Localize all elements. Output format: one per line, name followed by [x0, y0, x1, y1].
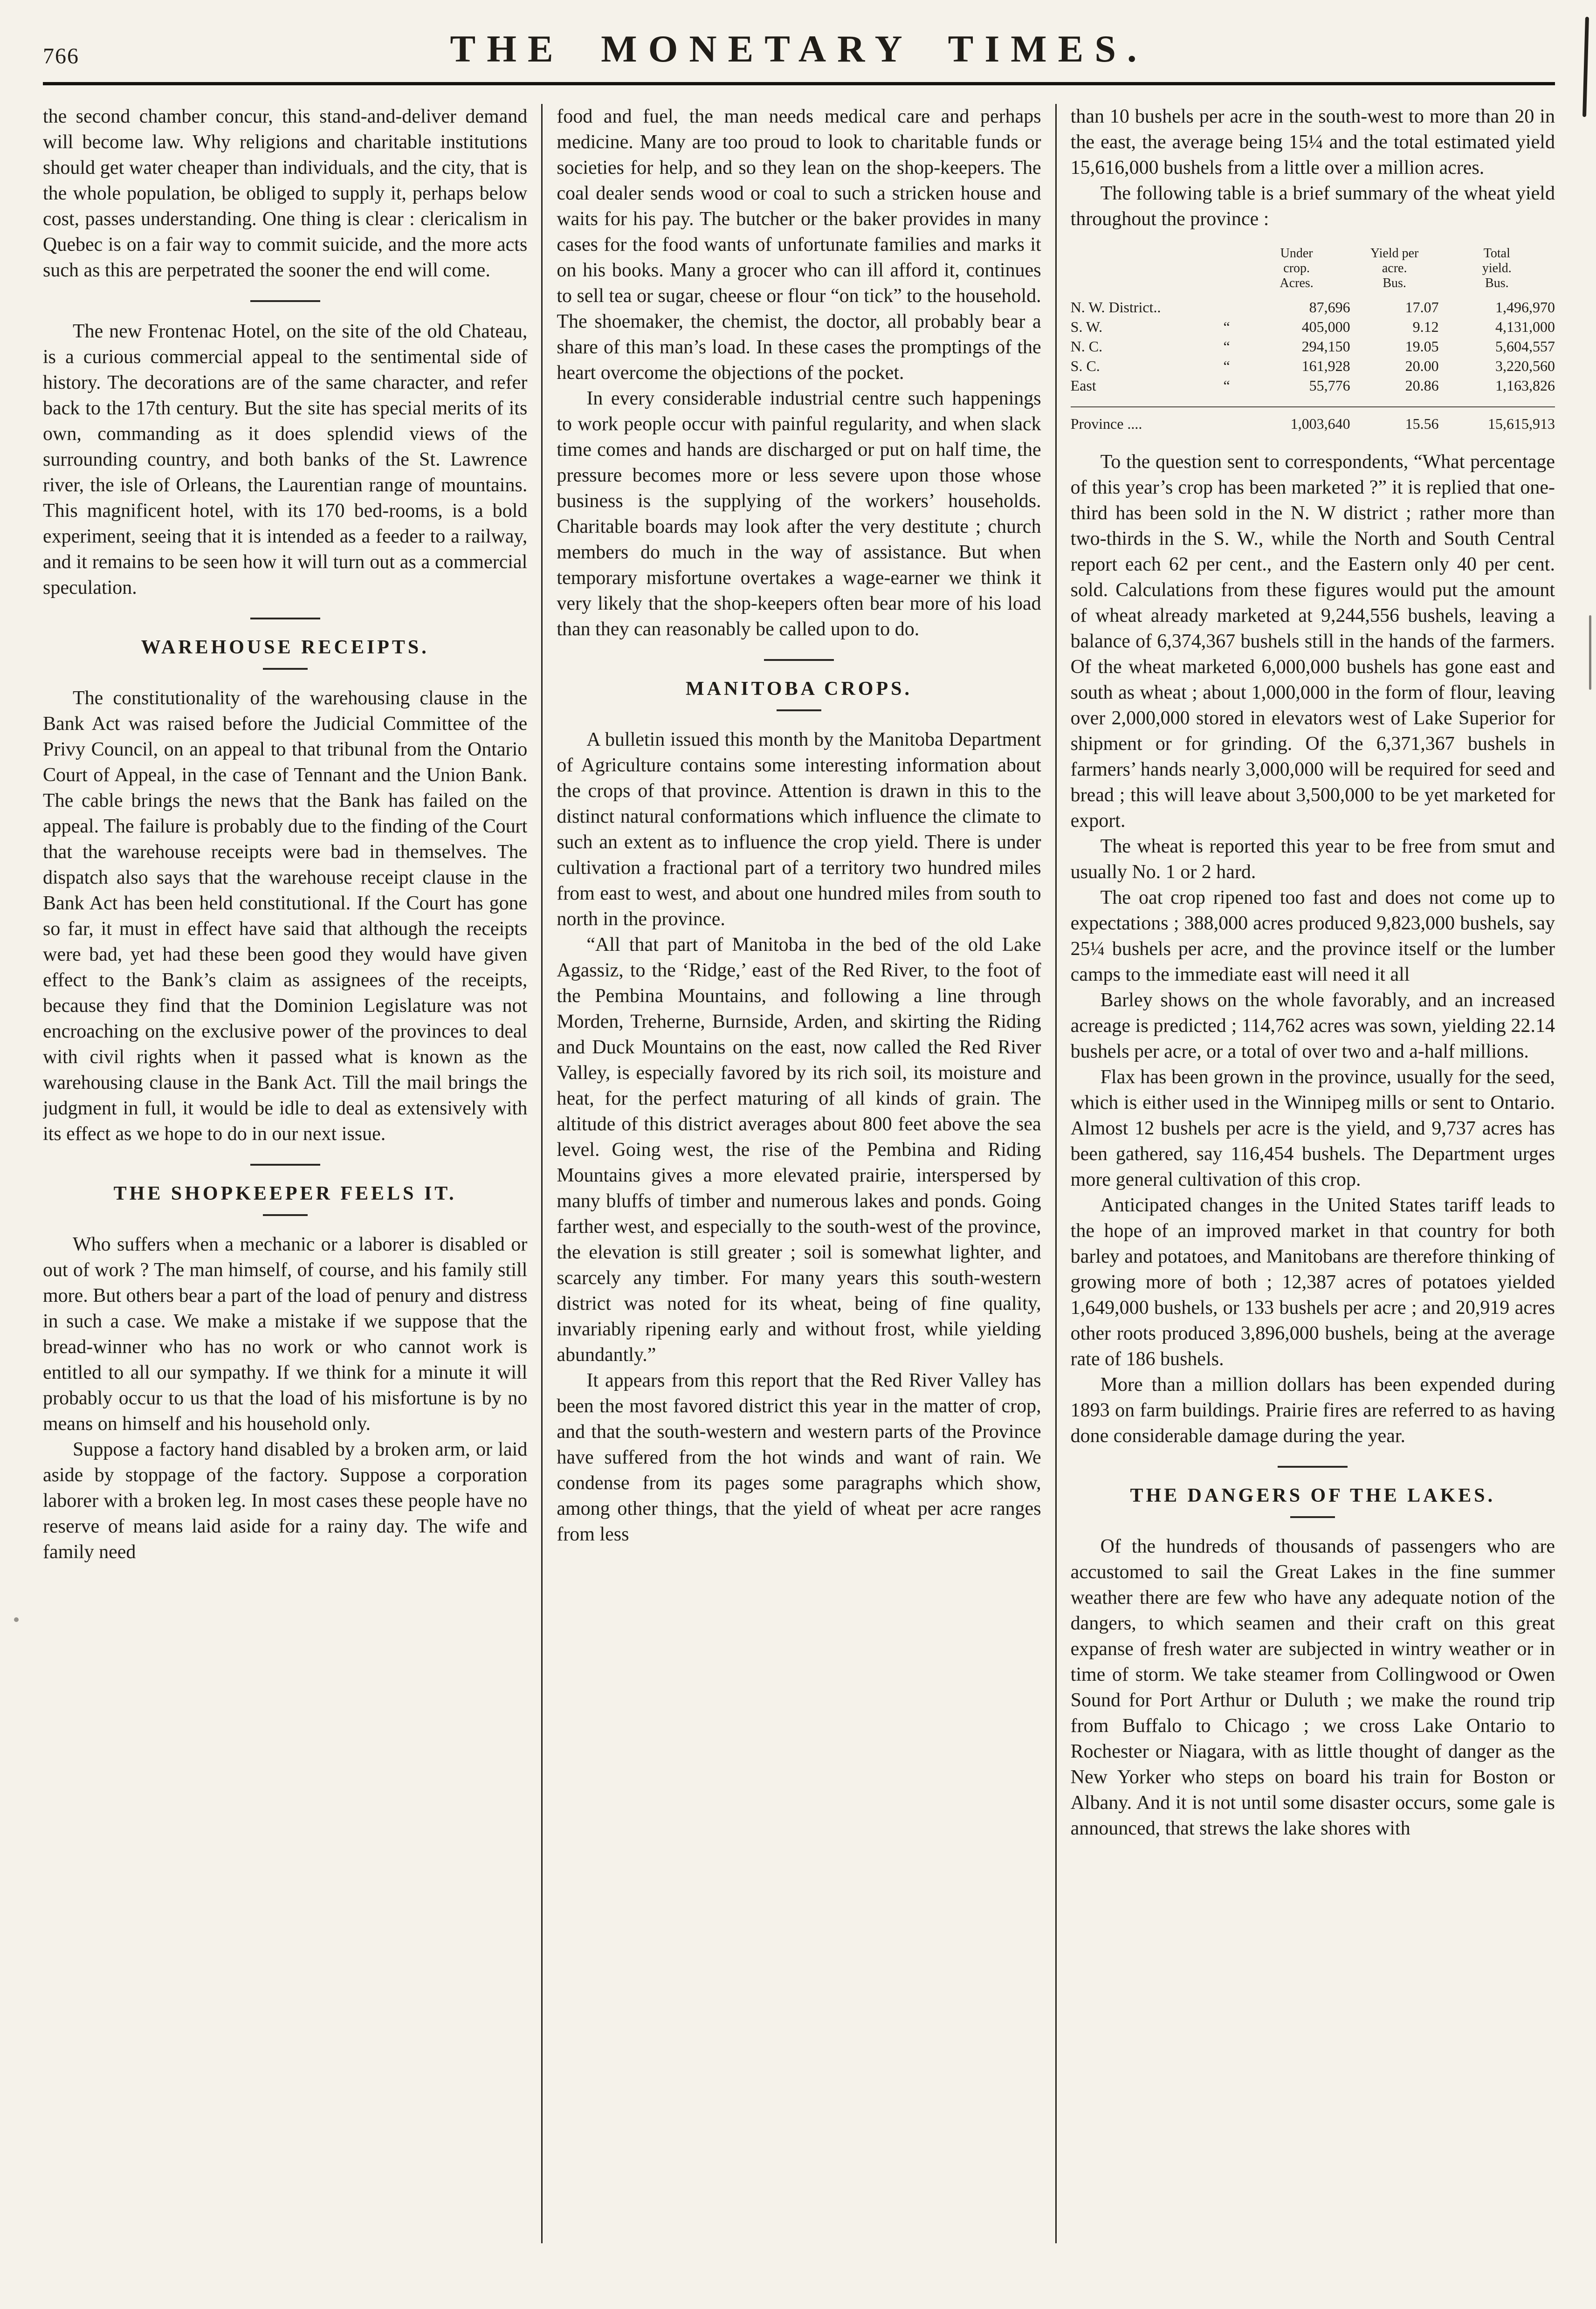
- paragraph-water-supply: the second chamber concur, this stand-and-deliver demand will become law. Why religions and charitable institutions should get water cheaper than individuals, and the city, that is the whole population, be obliged to supply it, perhaps below cost, passes understanding. One thing is clear : clericalism in Quebec is on a fair way to commit suicide, and the more acts such as this are perpetrated the sooner the end will come.: [43, 106, 528, 281]
- table-row: [1071, 297, 1555, 317]
- table-cell-acres: 87,696: [1309, 299, 1350, 316]
- table-header-line: Total: [1483, 246, 1510, 261]
- paragraph-table-intro: The following table is a brief summary of the wheat yield throughout the province :: [1070, 183, 1555, 230]
- section-divider: [1278, 1466, 1348, 1468]
- table-row: [1071, 317, 1555, 337]
- table-header-total: [1439, 246, 1555, 291]
- table-cell-ditto: “: [1223, 318, 1230, 335]
- paragraph-report-summary: It appears from this report that the Red River Valley has been the most favored district this year in the matter of crop, and that the south-western and western parts of the Province have suffered from the hot winds and want of rain. We condense from its pages some paragraphs which show, among other things, that the yield of wheat per acre ranges from less: [557, 1370, 1041, 1545]
- table-header-line: Bus.: [1383, 276, 1406, 290]
- table-header-acres: [1243, 246, 1350, 291]
- table-header-line: Acres.: [1280, 276, 1314, 290]
- table-cell-yield: 20.00: [1405, 357, 1439, 374]
- heading-rule: [263, 1214, 308, 1216]
- table-cell-acres: 294,150: [1301, 338, 1350, 355]
- paragraph-red-river-quote: “All that part of Manitoba in the bed of the old Lake Agassiz, to the ‘Ridge,’ east of the Red River, to the foot of the Pembina Mountains, and following a line through Morden, Treherne, Burnside, Arden, and skirting the Riding and Duck Mountains on the east, now called the Red River Valley, is especially favored by its rich soil, its moisture and heat, for the perfect maturing of all kinds of grain. The altitude of this district averages about 800 feet above the sea level. Going west, the rise of the Pembina and Riding Mountains gives a more elevated prairie, interspersed by many bluffs of timber and numerous lakes and ponds. Going farther west, and especially to the south-west of the province, the elevation is still greater ; soil is somewhat lighter, and scarcely any timber. For many years this south-western district was noted for its wheat, being of fine quality, invariably ripening early and without frost, while yielding abundantly.”: [557, 934, 1041, 1366]
- heading-rule: [1290, 1516, 1335, 1518]
- column-rule: [541, 104, 543, 2243]
- table-cell-district: East: [1070, 377, 1096, 394]
- table-row: [1071, 337, 1555, 356]
- heading-rule: [263, 668, 308, 670]
- page-number: 766: [43, 44, 79, 69]
- paragraph-shopkeeper-1: Who suffers when a mechanic or a laborer is disabled or out of work ? The man himself, of course, and his family still more. But others bear a part of the load of penury and distress in such a case. We make a mistake if we suppose that the bread-winner who has no work or who cannot work is entitled to all our sympathy. If we think for a minute it will probably occur to us that the load of his misfortune is by no means on himself and his household only.: [43, 1234, 528, 1435]
- paragraph-barley: Barley shows on the whole favorably, and an increased acreage is predicted ; 114,762 acres was sown, yielding 22.14 bushels per acre, or a total of over two and a-half millions.: [1070, 990, 1555, 1062]
- paper-title: THE MONETARY TIMES.: [450, 27, 1148, 70]
- section-divider: [250, 300, 320, 302]
- paragraph-tariff: Anticipated changes in the United States tariff leads to the hope of an improved market in that country for both barley and potatoes, and Manitobans are therefore thinking of growing more of both ; 12,387 acres of potatoes yielded 1,649,000 bushels, or 133 bushels per acre ; and 20,919 acres other roots produced 3,896,000 bushels, being at the average rate of 186 bushels.: [1070, 1195, 1555, 1370]
- article-heading-shopkeeper: THE SHOPKEEPER FEELS IT.: [113, 1183, 457, 1204]
- paragraph-warehouse-receipts: The constitutionality of the warehousing clause in the Bank Act was raised before the Judicial Committee of the Privy Council, on an appeal to that tribunal from the Ontario Court of Appeal, in the case of Tennant and the Union Bank. The cable brings the news that the Bank has failed on the appeal. The failure is probably due to the finding of the Court that the warehouse receipts were bad in themselves. The dispatch also says that the warehouse receipt clause in the Bank Act has been held constitutional. If the Court has gone so far, it must in effect have said that although the receipts were bad, yet had these been good they would have given effect to the Bank’s claim as assignees of the receipts, because they find that the Dominion Legislature was not encroaching on the exclusive power of the provinces to deal with civil rights when it passed what is known as the warehousing clause in the Bank Act. Till the mail brings the judgment in full, it would be idle to deal as extensively with its effect as we hope to do in our next issue.: [43, 687, 528, 1145]
- table-cell-district: N. C.: [1070, 338, 1103, 355]
- table-header-line: yield.: [1482, 261, 1512, 275]
- scan-artifact: [14, 1617, 19, 1622]
- table-cell-district: N. W. District..: [1070, 299, 1161, 316]
- table-cell-yield: 19.05: [1405, 338, 1439, 355]
- paragraph-shopkeeper-2: Suppose a factory hand disabled by a broken arm, or laid aside by stoppage of the factory. Suppose a corporation laborer with a broken leg. In most cases these people have no reserve of means laid aside for a rainy day. The wife and family need: [43, 1439, 528, 1563]
- paragraph-industrial-centre: In every considerable industrial centre such happenings to work people occur with painful regularity, and when slack time comes and hands are discharged or put on half time, the pressure becomes more or less severe upon those whose business is the supplying of the workers’ households. Charitable boards may look after the very destitute ; church members do much in the way of assistance. But when temporary misfortune overtakes a wage-earner we think it very likely that the shop-keepers often bear more of his load than they can reasonably be called upon to do.: [557, 388, 1041, 640]
- table-cell-total: 5,604,557: [1495, 338, 1555, 355]
- table-cell-total: 4,131,000: [1495, 318, 1555, 335]
- table-header-line: crop.: [1283, 261, 1310, 275]
- table-header-line: Yield per: [1370, 246, 1419, 261]
- masthead-rule: [43, 82, 1555, 85]
- column-1: [43, 104, 527, 2243]
- column-rule: [1055, 104, 1057, 2243]
- table-total-row: [1071, 406, 1555, 433]
- table-cell-acres: 55,776: [1309, 377, 1350, 394]
- table-header-row: [1071, 246, 1555, 291]
- table-header-yield: [1350, 246, 1439, 291]
- wheat-yield-table: [1071, 246, 1555, 433]
- paragraph-lakes: Of the hundreds of thousands of passengers who are accustomed to sail the Great Lakes in the fine summer weather there are few who have any adequate notion of the dangers, to which seamen and their craft on this great expanse of fresh water are subjected in wintry weather or in time of storm. We take steamer from Collingwood or Owen Sound for Port Arthur or Duluth ; we make the round trip from Buffalo to Chicago ; we cross Lake Ontario to Rochester or Niagara, with as little thought of danger as the New Yorker who steps on board his train for Boston or Albany. And it is not until some disaster occurs, some gale is announced, that strews the lake shores with: [1070, 1536, 1555, 1839]
- table-cell-district: S. C.: [1070, 357, 1100, 374]
- table-cell-total: 15,615,913: [1487, 415, 1555, 432]
- table-cell-acres: 405,000: [1301, 318, 1350, 335]
- table-cell-total: 1,496,970: [1495, 299, 1555, 316]
- table-cell-yield: 17.07: [1405, 299, 1439, 316]
- heading-rule: [777, 709, 821, 711]
- table-header-line: Under: [1280, 246, 1313, 261]
- table-cell-ditto: “: [1223, 338, 1230, 355]
- table-cell-yield: 9.12: [1412, 318, 1439, 335]
- table-header-spacer: [1071, 246, 1211, 291]
- table-cell-yield: 20.86: [1405, 377, 1439, 394]
- column-3: [1071, 104, 1555, 2243]
- table-row: [1071, 356, 1555, 376]
- paragraph-smut: The wheat is reported this year to be free from smut and usually No. 1 or 2 hard.: [1070, 836, 1555, 883]
- page-columns: [43, 104, 1555, 2243]
- scan-artifact: [1582, 17, 1589, 117]
- paragraph-shopkeeper-continued: food and fuel, the man needs medical care and perhaps medicine. Many are too proud to look to charitable funds or societies for help, and so they lean on the shop-keepers. The coal dealer sends wood or coal to such a stricken house and waits for his pay. The butcher or the baker provides in many cases for the food wants of unfortunate families and marks it on his books. Many a grocer who can ill afford it, continues to sell tea or sugar, cheese or flour “on tick” to the household. The shoemaker, the chemist, the doctor, all probably bear a share of this man’s load. In these cases the promptings of the heart overcome the objections of the pocket.: [557, 106, 1041, 384]
- table-cell-yield: 15.56: [1405, 415, 1439, 432]
- paragraph-bulletin: A bulletin issued this month by the Manitoba Department of Agriculture contains some interesting information about the crops of that province. Attention is drawn in this to the distinct natural conformations which influence the climate to such an extent as to influence the crop yield. There is under cultivation a fractional part of a territory two hundred miles from east to west, and about one hundred miles from south to north in the province.: [557, 729, 1041, 930]
- paragraph-oats: The oat crop ripened too fast and does not come up to expectations ; 388,000 acres produced 9,823,000 bushels, say 25¼ bushels per acre, and the province itself or the lumber camps to the immediate east will need it all: [1070, 887, 1555, 985]
- paragraph-marketed: To the question sent to correspondents, “What percentage of this year’s crop has been marketed ?” it is replied that one-third has been sold in the N. W district ; rather more than two-thirds in the S. W., while the North and South Central report each 62 per cent., and the Eastern only 40 per cent. sold. Calculations from these figures would put the amount of wheat already marketed at 9,244,556 bushels, leaving a balance of 6,374,367 bushels still in the hands of the farmers. Of the wheat marketed 6,000,000 bushels has gone east and south as wheat ; about 1,000,000 in the form of flour, leaving over 2,000,000 stored in elevators west of Lake Superior for shipment or for grinding. Of the 6,371,367 bushels in farmers’ hands nearly 3,000,000 will be required for seed and bread ; this will leave about 3,500,000 to be yet marketed for export.: [1070, 451, 1555, 832]
- section-divider: [764, 659, 834, 661]
- table-header-line: Bus.: [1485, 276, 1509, 290]
- section-divider: [250, 1164, 320, 1166]
- table-header-line: acre.: [1382, 261, 1407, 275]
- paragraph-flax: Flax has been grown in the province, usually for the seed, which is either used in the Winnipeg mills or sent to Ontario. Almost 12 bushels per acre is the yield, and 9,737 acres has been gathered, say 116,454 bushels. The Department urges more general cultivation of this crop.: [1070, 1066, 1555, 1190]
- table-cell-total: 3,220,560: [1495, 357, 1555, 374]
- paragraph-yield-range: than 10 bushels per acre in the south-west to more than 20 in the east, the average being 15¼ and the total estimated yield 15,616,000 bushels from a little over a million acres.: [1070, 106, 1555, 179]
- scan-artifact: [1589, 615, 1591, 690]
- table-cell-province: Province ....: [1070, 415, 1142, 432]
- paragraph-frontenac-hotel: The new Frontenac Hotel, on the site of the old Chateau, is a curious commercial appeal to the sentimental side of history. The decorations are of the same character, and refer back to the 17th century. But the site has special merits of its own, commanding as it does splendid views of the surrounding country, and both banks of the St. Lawrence river, the isle of Orleans, the Laurentian range of mountains. This magnificent hotel, with its 170 bed-rooms, is a bold experiment, seeing that it is intended as a feeder to a railway, and it remains to be seen how it will turn out as a commercial speculation.: [43, 321, 528, 598]
- article-heading-warehouse-receipts: WAREHOUSE RECEIPTS.: [141, 637, 429, 658]
- table-cell-ditto: [1211, 297, 1243, 317]
- table-cell-acres: 161,928: [1301, 357, 1350, 374]
- paragraph-farm-buildings: More than a million dollars has been expended during 1893 on farm buildings. Prairie fires are referred to as having done considerable damage during the year.: [1070, 1374, 1555, 1447]
- article-heading-manitoba-crops: MANITOBA CROPS.: [686, 678, 912, 700]
- masthead: [43, 27, 1555, 71]
- table-row: [1071, 376, 1555, 395]
- section-divider: [250, 618, 320, 619]
- table-cell-ditto: “: [1223, 357, 1230, 374]
- table-cell-ditto: “: [1223, 377, 1230, 394]
- table-cell-acres: 1,003,640: [1290, 415, 1350, 432]
- table-header-spacer: [1211, 246, 1243, 291]
- table-cell-district: S. W.: [1070, 318, 1103, 335]
- table-cell-total: 1,163,826: [1495, 377, 1555, 394]
- column-2: [557, 104, 1041, 2243]
- article-heading-dangers-of-lakes: THE DANGERS OF THE LAKES.: [1130, 1485, 1496, 1506]
